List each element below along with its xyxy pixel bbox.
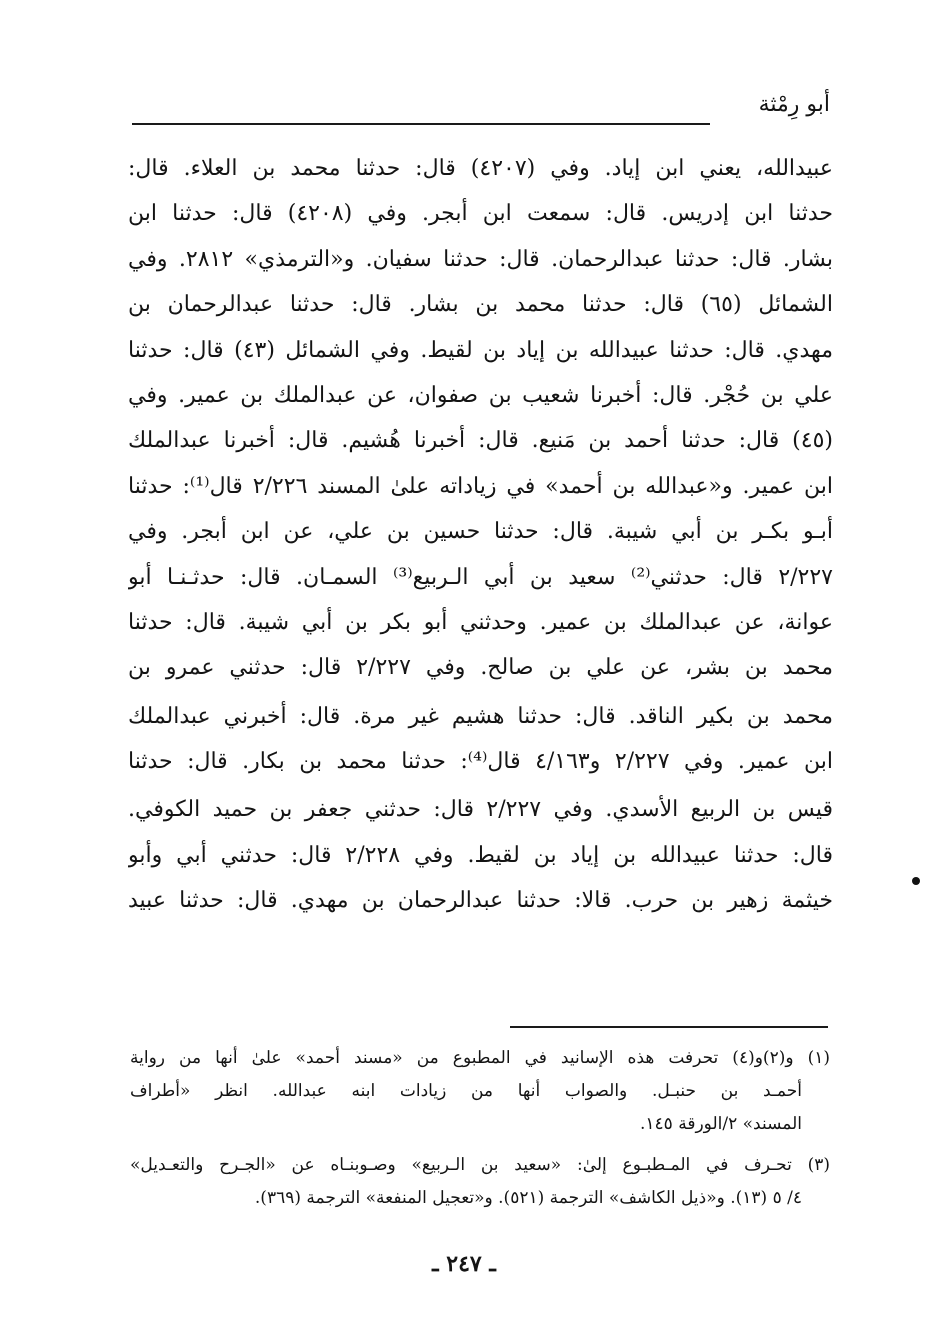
text-line: ابن عمير. و«عبدالله بن أحمد» في زياداته علىٰ المسند ٢/٢٢٦ قال⁽¹⁾: حدثنا bbox=[128, 473, 833, 499]
text-line: محمد بن بشر، عن علي بن صالح. وفي ٢/٢٢٧ قال: حدثني عمرو بن bbox=[128, 655, 833, 681]
footnote-line: (١) و(٢)و(٤) تحرفت هذه الإسانيد في المطبوع من «مسند أحمد» علىٰ أنها من رواية bbox=[130, 1048, 830, 1068]
footnote-line: (٣) تحـرف في المـطبـوع إلىٰ: «سعيد بن الـربيع» وصـوبنـاه عن «الجـرح والتعـديل» bbox=[130, 1155, 830, 1175]
footnote-1-2-4 bbox=[130, 1042, 830, 1141]
text-line: ابن عمير. وفي ٢/٢٢٧ و٤/١٦٣ قال⁽⁴⁾: حدثنا محمد بن بكار. قال: حدثنا bbox=[128, 749, 833, 775]
footnote-3 bbox=[130, 1149, 830, 1215]
margin-mark bbox=[912, 877, 920, 885]
text-line: علي بن حُجْر. قال: أخبرنا شعيب بن صفوان، عن عبدالملك بن عمير. وفي bbox=[128, 382, 833, 408]
text-line: أبـو بكـر بن أبي شيبة. قال: حدثنا حسين بن علي، عن ابن أبجر. وفي bbox=[128, 519, 833, 545]
header-rule bbox=[132, 123, 710, 125]
text-line: محمد بن بكير الناقد. قال: حدثنا هشيم غير مرة. قال: أخبرني عبدالملك bbox=[128, 703, 833, 729]
footnote-line: أحمـد بن حنبـل. والصواب أنها من زيادات ابنه عبدالله. انظر «أطراف bbox=[130, 1081, 802, 1101]
main-text bbox=[128, 146, 833, 924]
footnote-line: ٤/ ٥ (١٣). و«ذيل الكاشف» الترجمة (٥٢١). و«تعجيل المنفعة» الترجمة (٣٦٩). bbox=[254, 1188, 802, 1208]
text-line: الشمائل (٦٥) قال: حدثنا محمد بن بشار. قال: حدثنا عبدالرحمان بن bbox=[128, 292, 833, 318]
footnote-line: المسند» ٢/الورقة ١٤٥. bbox=[640, 1114, 802, 1134]
footnotes bbox=[130, 1042, 830, 1215]
text-line: عبيدالله، يعني ابن إياد. وفي (٤٢٠٧) قال: حدثنا محمد بن العلاء. قال: bbox=[128, 156, 833, 181]
text-line: قيس بن الربيع الأسدي. وفي ٢/٢٢٧ قال: حدثني جعفر بن حميد الكوفي. bbox=[128, 797, 833, 823]
text-line: خيثمة زهير بن حرب. قالا: حدثنا عبدالرحمان بن مهدي. قال: حدثنا عبيد bbox=[128, 888, 833, 914]
text-line: ٢/٢٢٧ قال: حدثني⁽²⁾ سعيد بن أبي الـربيع⁽³⁾ السمـان. قال: حدثـنـا أبو bbox=[128, 564, 833, 590]
text-line: (٤٥) قال: حدثنا أحمد بن مَنيع. قال: أخبرنا هُشيم. قال: أخبرنا عبدالملك bbox=[128, 428, 833, 454]
footnote-separator bbox=[510, 1026, 828, 1028]
page-number: ـ ٢٤٧ ـ bbox=[432, 1251, 496, 1277]
text-line: حدثنا ابن إدريس. قال: سمعت ابن أبجر. وفي (٤٢٠٨) قال: حدثنا ابن bbox=[128, 201, 833, 227]
text-line: عوانة، عن عبدالملك بن عمير. وحدثني أبو بكر بن أبي شيبة. قال: حدثنا bbox=[128, 609, 833, 635]
running-header-title: أبو رِمْثة bbox=[758, 92, 830, 117]
text-line: قال: حدثنا عبيدالله بن إياد بن لقيط. وفي ٢/٢٢٨ قال: حدثني أبي وأبو bbox=[128, 842, 833, 868]
text-line: بشار. قال: حدثنا عبدالرحمان. قال: حدثنا سفيان. و«الترمذي» ٢٨١٢. وفي bbox=[128, 246, 833, 272]
text-line: مهدي. قال: حدثنا عبيدالله بن إياد بن لقيط. وفي الشمائل (٤٣) قال: حدثنا bbox=[128, 337, 833, 363]
